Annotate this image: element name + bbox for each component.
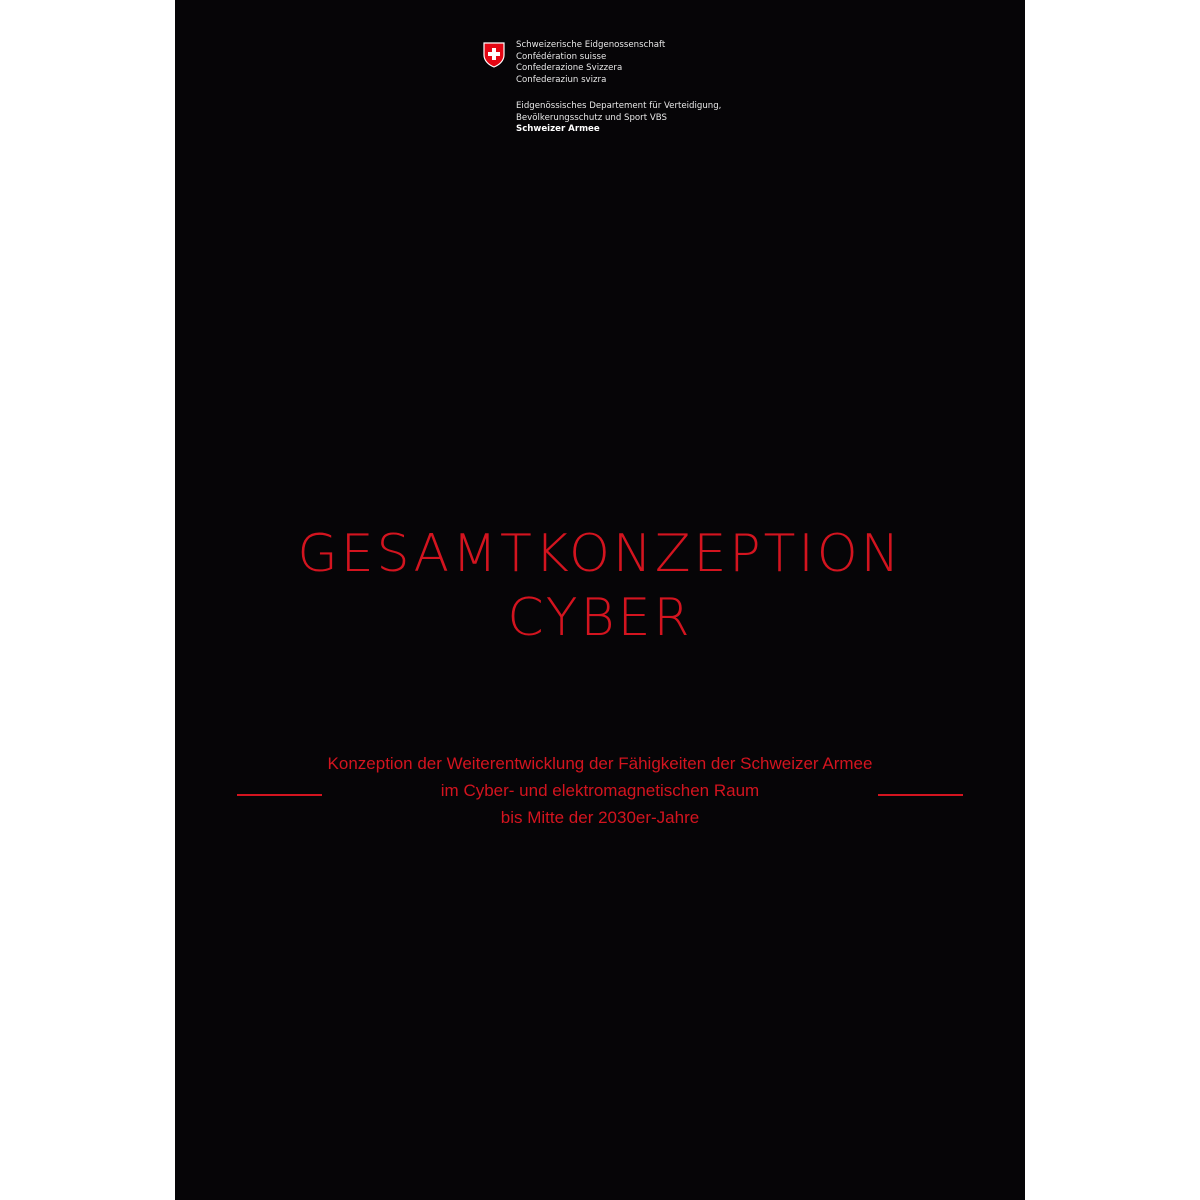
unit-name: Schweizer Armee	[516, 124, 600, 135]
confederation-line-fr: Confédération suisse	[516, 51, 607, 62]
confederation-names	[516, 40, 665, 87]
document-title	[175, 522, 1025, 650]
title-line-2: CYBER	[507, 588, 693, 648]
document-subtitle	[175, 750, 1025, 831]
confederation-line-rm: Confederaziun svizra	[516, 75, 607, 86]
swiss-shield-icon	[483, 42, 505, 68]
department-block	[516, 101, 721, 136]
confederation-line-it: Confederazione Svizzera	[516, 63, 623, 74]
cover-page	[175, 0, 1025, 1200]
subtitle-line-3: bis Mitte der 2030er-Jahre	[500, 808, 700, 827]
subtitle-line-2: im Cyber- und elektromagnetischen Raum	[440, 781, 760, 800]
confederation-line-de: Schweizerische Eidgenossenschaft	[516, 40, 666, 50]
department-line-1: Eidgenössisches Departement für Verteidigung,	[516, 101, 722, 111]
subtitle-line-1: Konzeption der Weiterentwicklung der Fähigkeiten der Schweizer Armee	[327, 754, 873, 773]
title-line-1: GESAMTKONZEPTION	[297, 524, 903, 584]
department-line-2: Bevölkerungsschutz und Sport VBS	[516, 112, 667, 123]
